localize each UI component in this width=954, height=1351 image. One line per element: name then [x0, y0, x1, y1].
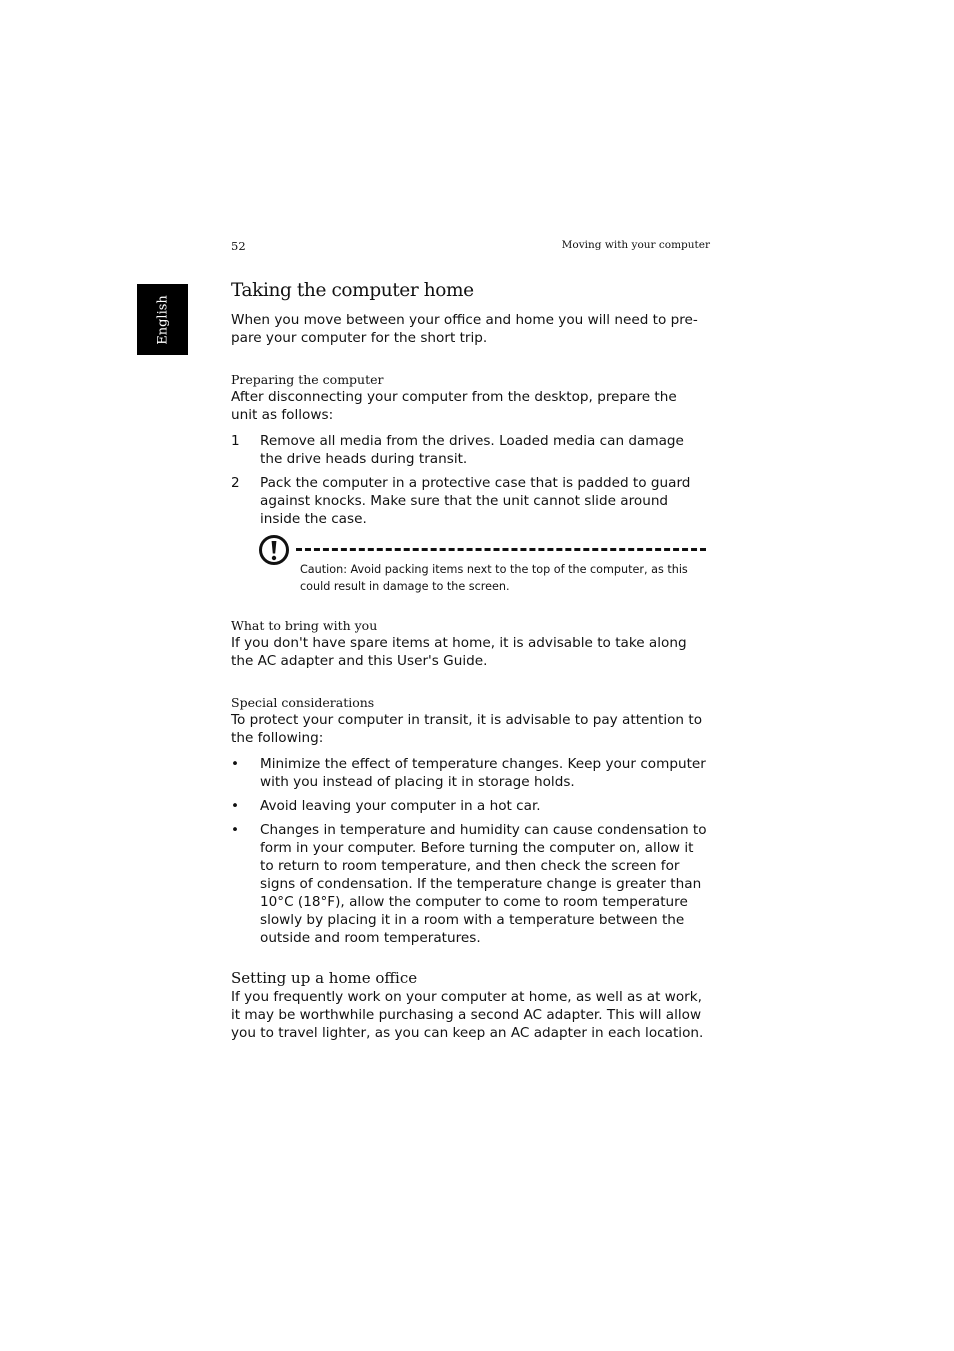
language-tab	[137, 284, 188, 355]
special-bullets-list	[231, 755, 707, 947]
list-item-text: Remove all media from the drives. Loaded media can damage the drive heads during transit.	[260, 433, 684, 467]
bullet-marker: •	[231, 822, 240, 838]
preparing-steps-list	[231, 432, 707, 528]
page-title: Taking the computer home	[231, 280, 474, 301]
section-heading-home-office: Setting up a home office	[231, 969, 418, 987]
list-item	[231, 821, 707, 947]
list-item-text: Changes in temperature and humidity can cause condensation to form in your computer. Before turning the computer on, allow it to return to room temperature, and then check the screen for signs of condensation. If the temperature change is greater than 10°C (18°F), allow the computer to come to room temperature slowly by placing it in a room with a temperature between the outside and room temperatures.	[260, 822, 707, 946]
page-number: 52	[231, 239, 246, 253]
language-tab-label: English	[155, 294, 170, 345]
list-item	[231, 432, 707, 468]
list-item	[231, 797, 707, 815]
list-item-text: Avoid leaving your computer in a hot car.	[260, 798, 541, 814]
section-heading-special: Special considerations	[231, 695, 375, 710]
caution-note	[258, 534, 707, 594]
special-paragraph: To protect your computer in transit, it is advisable to pay attention to the following:	[231, 712, 703, 746]
intro-paragraph: When you move between your office and home you will need to pre-pare your computer for the short trip.	[231, 312, 698, 346]
bullet-marker: •	[231, 798, 240, 814]
bullet-marker: •	[231, 756, 240, 772]
list-number: 2	[231, 475, 240, 491]
caution-divider	[296, 548, 706, 551]
list-item	[231, 474, 707, 528]
exclamation-circle-icon	[258, 534, 290, 566]
list-number: 1	[231, 433, 240, 449]
home-office-paragraph: If you frequently work on your computer at home, as well as at work, it may be worthwhile purchasing a second AC adapter. This will allow you to travel lighter, as you can keep an AC adapter in each location.	[231, 989, 704, 1041]
section-heading-bring: What to bring with you	[231, 618, 378, 633]
list-item-text: Minimize the effect of temperature changes. Keep your computer with you instead of placing it in storage holds.	[260, 756, 706, 790]
page-content	[231, 280, 707, 1042]
list-item	[231, 755, 707, 791]
caution-text: Caution: Avoid packing items next to the top of the computer, as this could result in damage to the screen.	[300, 563, 688, 593]
bring-paragraph: If you don't have spare items at home, it is advisable to take along the AC adapter and this User's Guide.	[231, 635, 687, 669]
preparing-paragraph: After disconnecting your computer from the desktop, prepare the unit as follows:	[231, 389, 677, 423]
section-heading-preparing: Preparing the computer	[231, 372, 384, 387]
list-item-text: Pack the computer in a protective case that is padded to guard against knocks. Make sure that the unit cannot slide around inside the case.	[260, 475, 691, 527]
running-header: Moving with your computer	[561, 239, 710, 251]
